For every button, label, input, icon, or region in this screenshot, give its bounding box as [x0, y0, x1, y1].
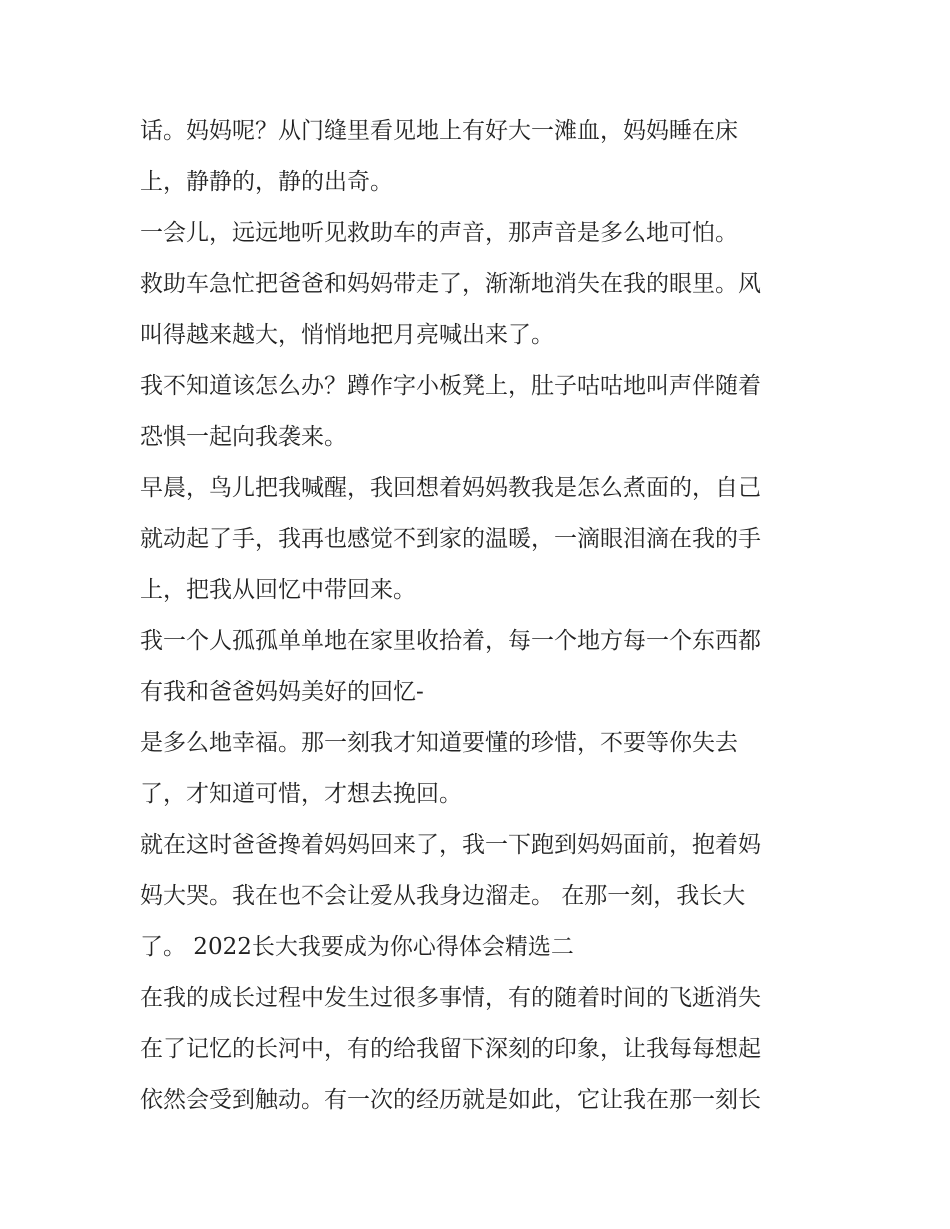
text-line: 我一个人孤孤单单地在家里收拾着，每一个地方每一个东西都	[140, 628, 761, 654]
text-line: 依然会受到触动。有一次的经历就是如此，它让我在那一刻长	[140, 1087, 761, 1113]
text-line: 话。妈妈呢？从门缝里看见地上有好大一滩血，妈妈睡在床	[140, 118, 738, 144]
text-line: 上，把我从回忆中带回来。	[140, 577, 416, 603]
text-line: 妈大哭。我在也不会让爱从我身边溜走。 在那一刻，我长大	[140, 883, 746, 909]
text-line: 恐惧一起向我袭来。	[140, 424, 347, 450]
text-line: 有我和爸爸妈妈美好的回忆-	[140, 679, 424, 705]
text-line: 叫得越来越大，悄悄地把月亮喊出来了。	[140, 322, 554, 348]
text-line: 是多么地幸福。那一刻我才知道要懂的珍惜，不要等你失去	[140, 730, 738, 756]
text-line: 在了记忆的长河中，有的给我留下深刻的印象，让我每每想起	[140, 1036, 761, 1062]
text-line: 早晨，鸟儿把我喊醒，我回想着妈妈教我是怎么煮面的，自己	[140, 475, 761, 501]
text-line: 了，才知道可惜，才想去挽回。	[140, 781, 462, 807]
text-line: 在我的成长过程中发生过很多事情，有的随着时间的飞逝消失	[140, 985, 761, 1011]
text-line: 就动起了手，我再也感觉不到家的温暖，一滴眼泪滴在我的手	[140, 526, 761, 552]
body-text	[140, 106, 830, 1126]
text-line: 了。 2022长大我要成为你心得体会精选二	[140, 934, 574, 960]
text-line: 就在这时爸爸搀着妈妈回来了，我一下跑到妈妈面前，抱着妈	[140, 832, 761, 858]
text-line: 一会儿，远远地听见救助车的声音，那声音是多么地可怕。	[140, 220, 738, 246]
text-line: 我不知道该怎么办？蹲作字小板凳上，肚子咕咕地叫声伴随着	[140, 373, 761, 399]
text-line: 救助车急忙把爸爸和妈妈带走了，渐渐地消失在我的眼里。风	[140, 271, 761, 297]
text-line: 上，静静的，静的出奇。	[140, 169, 393, 195]
